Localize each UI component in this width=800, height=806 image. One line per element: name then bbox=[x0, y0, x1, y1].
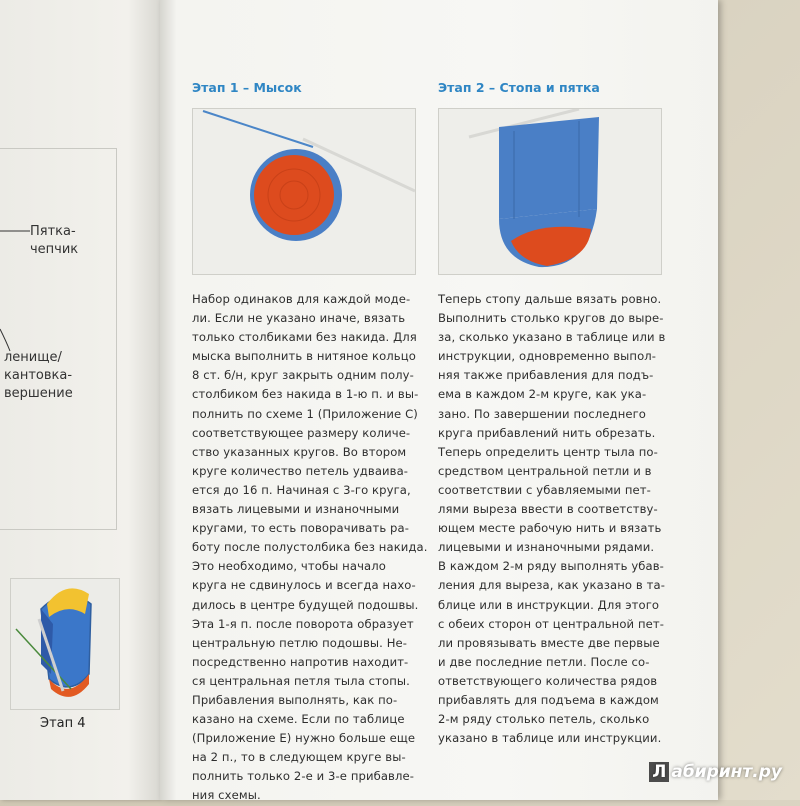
text-line: лями выреза ввести в соответству- bbox=[438, 502, 658, 517]
watermark-logo bbox=[649, 762, 782, 782]
text-line: посредственно напротив находит- bbox=[192, 654, 409, 669]
toe-circle-image bbox=[193, 109, 415, 274]
text-line: ли провязывать вместе две первые bbox=[438, 635, 660, 650]
text-line: прибавлять для подъема в каждом bbox=[438, 692, 659, 707]
text-line: Теперь определить центр тыла по- bbox=[438, 444, 658, 459]
text-line: ется до 16 п. Начиная с 3-го круга, bbox=[192, 482, 411, 497]
text-line: ющем месте рабочую нить и вязать bbox=[438, 521, 662, 536]
diagram-leader-lines bbox=[0, 149, 116, 529]
text-line: ство указанных кругов. Во втором bbox=[192, 444, 407, 459]
watermark-box: Л bbox=[649, 762, 669, 782]
text-line: лицевыми и изнаночными рядами. bbox=[438, 540, 655, 555]
text-line: вязать лицевыми и изнаночными bbox=[192, 502, 400, 517]
text-line: полнить только 2-е и 3-е прибавле- bbox=[192, 769, 415, 784]
text-line: инструкции, одновременно выпол- bbox=[438, 349, 657, 364]
text-line: круга не сдвинулось и всегда нахо- bbox=[192, 578, 416, 593]
stage4-photo bbox=[10, 578, 120, 710]
text-line: средством центральной петли и в bbox=[438, 463, 652, 478]
text-line: указано в таблице или инструкции. bbox=[438, 731, 662, 746]
stage2-photo bbox=[438, 108, 662, 275]
text-line: на 2 п., то в следующем круге вы- bbox=[192, 750, 406, 765]
text-line: ответствующего количества рядов bbox=[438, 673, 658, 688]
text-line: блице или в инструкции. Для этого bbox=[438, 597, 660, 612]
label-cuff-1: ленище/ bbox=[4, 350, 62, 365]
text-line: (Приложение E) нужно больше еще bbox=[192, 731, 416, 746]
text-line: 2-м ряду столько петель, сколько bbox=[438, 712, 650, 727]
diagram-frame bbox=[0, 148, 117, 530]
text-line: соответствии с убавляемыми пет- bbox=[438, 482, 651, 497]
text-line: Это необходимо, чтобы начало bbox=[192, 559, 386, 574]
label-cuff-3: вершение bbox=[4, 386, 73, 401]
text-line: Набор одинаков для каждой моде- bbox=[192, 292, 411, 306]
label-cuff-2: кантовка- bbox=[4, 368, 73, 383]
text-line: мыска выполнить в нитяное кольцо bbox=[192, 349, 416, 364]
label-heel-2: чепчик bbox=[30, 242, 79, 257]
text-line: ся центральная петля тыла стопы. bbox=[192, 673, 410, 688]
text-line: ления для выреза, как указано в та- bbox=[438, 578, 665, 593]
stage2-heading: Этап 2 – Стопа и пятка bbox=[438, 80, 600, 95]
text-line: няя также прибавления для подъ- bbox=[438, 368, 654, 383]
left-page bbox=[0, 0, 160, 800]
foot-heel-image bbox=[439, 109, 661, 274]
text-line: В каждом 2-м ряду выполнять убав- bbox=[438, 559, 664, 574]
stage2-text bbox=[438, 290, 665, 748]
stage4-caption: Этап 4 bbox=[40, 716, 86, 731]
text-line: соответствующее размеру количе- bbox=[192, 425, 411, 440]
text-line: круге количество петель удваива- bbox=[192, 463, 409, 478]
text-line: полнить по схеме 1 (Приложение С) bbox=[192, 406, 418, 421]
text-line: с обеих сторон от центральной пет- bbox=[438, 616, 664, 631]
stage1-photo bbox=[192, 108, 416, 275]
text-line: за, сколько указано в таблице или в bbox=[438, 330, 666, 345]
text-line: и две последние петли. После со- bbox=[438, 654, 650, 669]
text-line: 8 ст. б/н, круг закрыть одним полу- bbox=[192, 368, 414, 383]
text-line: Теперь стопу дальше вязать ровно. bbox=[438, 292, 662, 306]
text-line: центральную петлю подошвы. Не- bbox=[192, 635, 408, 650]
slipper-stage4-image bbox=[11, 579, 119, 709]
text-line: казано на схеме. Если по таблице bbox=[192, 712, 405, 727]
text-line: ли. Если не указано иначе, вязать bbox=[192, 311, 406, 326]
right-page bbox=[160, 0, 718, 803]
text-line: Прибавления выполнять, как по- bbox=[192, 692, 398, 707]
text-line: боту после полустолбика без нaкида. bbox=[192, 540, 428, 555]
text-line: Эта 1-я п. после поворота образует bbox=[192, 616, 414, 631]
text-line: столбиком без накида в 1-ю п. и вы- bbox=[192, 387, 419, 402]
text-line: только столбиками без накида. Для bbox=[192, 330, 417, 345]
label-heel-1: Пятка- bbox=[30, 224, 76, 239]
text-line: ния схемы. bbox=[192, 788, 261, 803]
text-line: Выполнить столько кругов до выре- bbox=[438, 311, 664, 326]
stage1-text bbox=[192, 290, 428, 806]
text-line: зано. По завершении последнего bbox=[438, 406, 646, 421]
watermark-text: абиринт.ру bbox=[671, 762, 782, 782]
text-line: дилось в центре будущей подошвы. bbox=[192, 597, 419, 612]
stage1-heading: Этап 1 – Мысок bbox=[192, 80, 302, 95]
text-line: ема в каждом 2-м круге, как ука- bbox=[438, 387, 647, 402]
text-line: круга прибавлений нить обрезать. bbox=[438, 425, 656, 440]
text-line: кругами, то есть поворачивать ра- bbox=[192, 521, 409, 536]
